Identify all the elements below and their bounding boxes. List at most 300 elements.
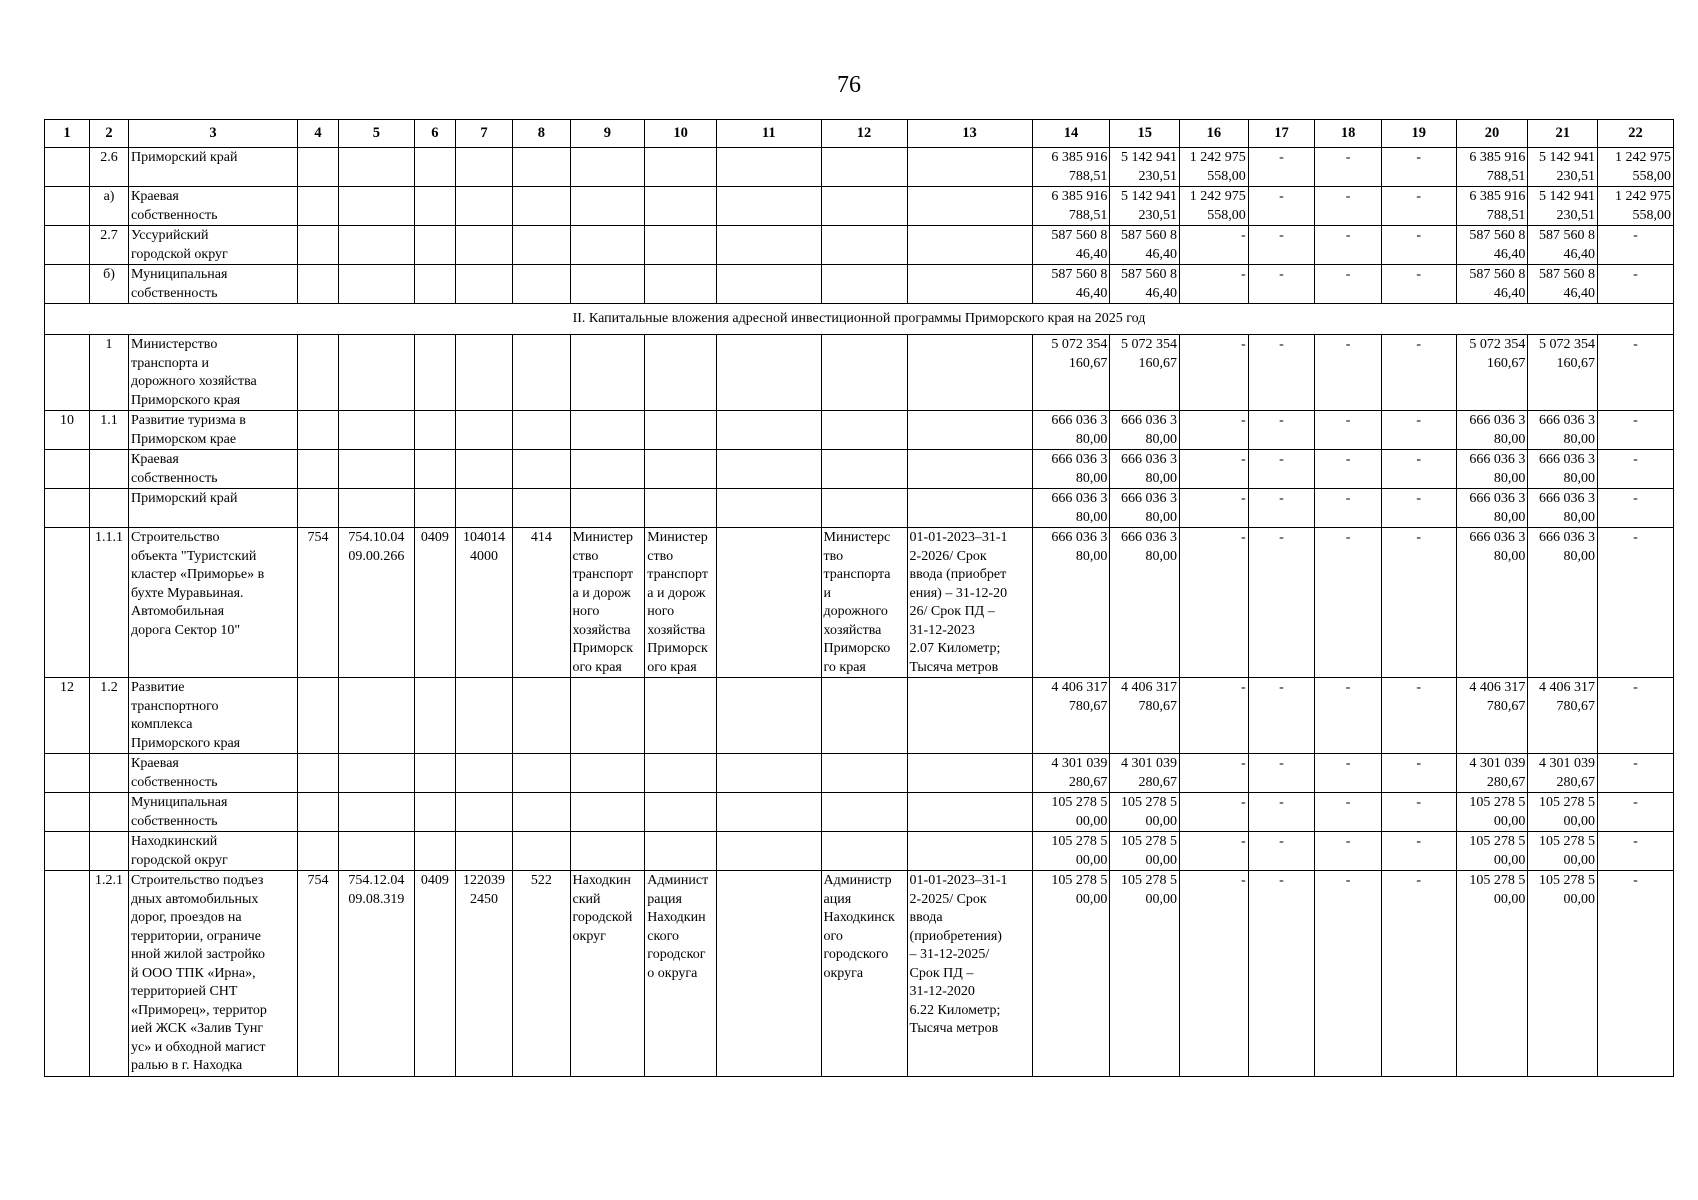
cell-col-15: 105 278 5 00,00 [1110,871,1180,1077]
cell-col-10 [645,148,717,187]
cell-col-8 [513,226,570,265]
cell-col-21: 666 036 3 80,00 [1528,411,1598,450]
header-cell-2: 2 [90,120,129,148]
cell-col-20: 4 406 317 780,67 [1456,678,1528,754]
cell-col-21: 105 278 5 00,00 [1528,793,1598,832]
cell-col-12 [821,187,907,226]
cell-col-15: 105 278 5 00,00 [1110,832,1180,871]
cell-col-5 [339,411,415,450]
header-cell-7: 7 [455,120,512,148]
cell-col-9 [570,265,645,304]
cell-col-4 [298,754,339,793]
cell-col-11 [717,793,822,832]
cell-col-20: 6 385 916 788,51 [1456,148,1528,187]
header-cell-18: 18 [1315,120,1382,148]
cell-col-1 [45,148,90,187]
table-row [45,148,1674,187]
cell-col-4 [298,793,339,832]
cell-col-19: - [1381,148,1456,187]
cell-col-21: 666 036 3 80,00 [1528,489,1598,528]
cell-col-5 [339,678,415,754]
cell-col-10 [645,411,717,450]
cell-col-21: 105 278 5 00,00 [1528,832,1598,871]
cell-col-21: 5 072 354 160,67 [1528,335,1598,411]
cell-col-4: 754 [298,528,339,678]
cell-col-18: - [1315,793,1382,832]
cell-col-16: - [1180,793,1249,832]
cell-col-19: - [1381,832,1456,871]
cell-col-21: 5 142 941 230,51 [1528,148,1598,187]
cell-col-16: - [1180,489,1249,528]
header-cell-11: 11 [717,120,822,148]
cell-col-19: - [1381,528,1456,678]
cell-col-14: 666 036 3 80,00 [1032,489,1110,528]
cell-col-18: - [1315,489,1382,528]
cell-col-3: Строительство подъез дных автомобильных дорог, проездов на территории, ограниче нной жилой застройко й ООО ТПК «Ирна», территорией СНТ «Приморец», территор ией ЖСК «Залив Тунг ус» и обходной магист ралью в г. Находка [129,871,298,1077]
cell-col-12 [821,678,907,754]
cell-col-15: 587 560 8 46,40 [1110,265,1180,304]
cell-col-19: - [1381,489,1456,528]
cell-col-17: - [1248,489,1315,528]
cell-col-8 [513,265,570,304]
cell-col-15: 105 278 5 00,00 [1110,793,1180,832]
cell-col-9 [570,832,645,871]
cell-col-4 [298,335,339,411]
cell-col-22: 1 242 975 558,00 [1598,148,1674,187]
cell-col-6 [414,832,455,871]
cell-col-11 [717,411,822,450]
cell-col-16: - [1180,528,1249,678]
cell-col-18: - [1315,754,1382,793]
cell-col-19: - [1381,450,1456,489]
cell-col-18: - [1315,450,1382,489]
cell-col-2: 1.2 [90,678,129,754]
cell-col-22: - [1598,871,1674,1077]
cell-col-3: Уссурийский городской округ [129,226,298,265]
cell-col-14: 4 301 039 280,67 [1032,754,1110,793]
cell-col-2: 2.7 [90,226,129,265]
cell-col-8 [513,832,570,871]
cell-col-22: - [1598,528,1674,678]
table-row [45,832,1674,871]
cell-col-6 [414,148,455,187]
cell-col-18: - [1315,265,1382,304]
cell-col-10 [645,678,717,754]
cell-col-15: 5 142 941 230,51 [1110,148,1180,187]
cell-col-12 [821,226,907,265]
cell-col-22: - [1598,450,1674,489]
header-row [45,120,1674,148]
cell-col-22: - [1598,489,1674,528]
cell-col-12 [821,335,907,411]
cell-col-14: 666 036 3 80,00 [1032,411,1110,450]
cell-col-21: 4 406 317 780,67 [1528,678,1598,754]
cell-col-22: - [1598,793,1674,832]
cell-col-6: 0409 [414,528,455,678]
header-cell-14: 14 [1032,120,1110,148]
table-row [45,335,1674,411]
cell-col-9: Находкин ский городской округ [570,871,645,1077]
table-body-part1 [45,148,1674,304]
cell-col-14: 105 278 5 00,00 [1032,793,1110,832]
cell-col-11 [717,832,822,871]
cell-col-6 [414,335,455,411]
cell-col-5 [339,187,415,226]
cell-col-20: 105 278 5 00,00 [1456,871,1528,1077]
header-cell-19: 19 [1381,120,1456,148]
section-row-group [45,304,1674,335]
header-cell-6: 6 [414,120,455,148]
cell-col-16: - [1180,832,1249,871]
cell-col-7 [455,678,512,754]
cell-col-7 [455,793,512,832]
cell-col-1 [45,754,90,793]
cell-col-14: 6 385 916 788,51 [1032,148,1110,187]
cell-col-14: 105 278 5 00,00 [1032,832,1110,871]
cell-col-20: 105 278 5 00,00 [1456,793,1528,832]
cell-col-10 [645,832,717,871]
cell-col-15: 666 036 3 80,00 [1110,528,1180,678]
cell-col-13: 01-01-2023–31-1 2-2026/ Срок ввода (приобрет ения) – 31-12-20 26/ Срок ПД – 31-12-2023 2.07 Километр; Тысяча метров [907,528,1032,678]
cell-col-12 [821,832,907,871]
cell-col-12 [821,793,907,832]
header-cell-5: 5 [339,120,415,148]
cell-col-5: 754.10.04 09.00.266 [339,528,415,678]
cell-col-5 [339,832,415,871]
table-row [45,678,1674,754]
cell-col-21: 5 142 941 230,51 [1528,187,1598,226]
cell-col-17: - [1248,754,1315,793]
cell-col-7 [455,265,512,304]
header-cell-8: 8 [513,120,570,148]
cell-col-10 [645,793,717,832]
cell-col-16: - [1180,335,1249,411]
cell-col-15: 4 301 039 280,67 [1110,754,1180,793]
cell-col-4 [298,678,339,754]
cell-col-3: Приморский край [129,148,298,187]
cell-col-4 [298,832,339,871]
cell-col-11 [717,450,822,489]
cell-col-5 [339,226,415,265]
cell-col-6 [414,678,455,754]
cell-col-16: 1 242 975 558,00 [1180,148,1249,187]
cell-col-1: 10 [45,411,90,450]
cell-col-15: 5 072 354 160,67 [1110,335,1180,411]
cell-col-13 [907,832,1032,871]
cell-col-10 [645,187,717,226]
cell-col-5 [339,148,415,187]
cell-col-8 [513,793,570,832]
cell-col-10 [645,226,717,265]
cell-col-15: 4 406 317 780,67 [1110,678,1180,754]
cell-col-6 [414,226,455,265]
table-row [45,450,1674,489]
cell-col-9 [570,187,645,226]
cell-col-13 [907,265,1032,304]
cell-col-20: 6 385 916 788,51 [1456,187,1528,226]
cell-col-11 [717,226,822,265]
cell-col-10 [645,265,717,304]
cell-col-6 [414,450,455,489]
cell-col-9 [570,335,645,411]
cell-col-17: - [1248,528,1315,678]
cell-col-8 [513,678,570,754]
cell-col-10: Админист рация Находкин ского городског о округа [645,871,717,1077]
cell-col-9 [570,754,645,793]
cell-col-9 [570,489,645,528]
cell-col-18: - [1315,335,1382,411]
cell-col-9 [570,226,645,265]
table-body-top [45,120,1674,148]
cell-col-14: 6 385 916 788,51 [1032,187,1110,226]
cell-col-12 [821,489,907,528]
cell-col-14: 587 560 8 46,40 [1032,265,1110,304]
cell-col-17: - [1248,450,1315,489]
cell-col-22: - [1598,265,1674,304]
cell-col-10 [645,335,717,411]
cell-col-1 [45,187,90,226]
cell-col-3: Краевая собственность [129,754,298,793]
cell-col-6 [414,411,455,450]
cell-col-1 [45,226,90,265]
cell-col-6: 0409 [414,871,455,1077]
cell-col-19: - [1381,411,1456,450]
cell-col-7 [455,450,512,489]
header-cell-15: 15 [1110,120,1180,148]
cell-col-19: - [1381,187,1456,226]
cell-col-4: 754 [298,871,339,1077]
table-row [45,871,1674,1077]
cell-col-18: - [1315,411,1382,450]
cell-col-19: - [1381,265,1456,304]
cell-col-16: - [1180,450,1249,489]
cell-col-8 [513,148,570,187]
cell-col-17: - [1248,335,1315,411]
cell-col-3: Находкинский городской округ [129,832,298,871]
cell-col-4 [298,226,339,265]
cell-col-10 [645,450,717,489]
cell-col-8 [513,335,570,411]
cell-col-2 [90,832,129,871]
cell-col-18: - [1315,871,1382,1077]
cell-col-12 [821,148,907,187]
cell-col-13 [907,226,1032,265]
cell-col-13: 01-01-2023–31-1 2-2025/ Срок ввода (приобретения) – 31-12-2025/ Срок ПД – 31-12-2020 6.22 Километр; Тысяча метров [907,871,1032,1077]
table-body-part2 [45,335,1674,1077]
cell-col-13 [907,411,1032,450]
cell-col-10 [645,754,717,793]
cell-col-4 [298,265,339,304]
cell-col-12 [821,265,907,304]
cell-col-2 [90,489,129,528]
cell-col-3: Приморский край [129,489,298,528]
table-row [45,226,1674,265]
cell-col-8 [513,187,570,226]
cell-col-13 [907,678,1032,754]
cell-col-13 [907,793,1032,832]
cell-col-20: 5 072 354 160,67 [1456,335,1528,411]
cell-col-6 [414,489,455,528]
cell-col-8: 414 [513,528,570,678]
cell-col-1 [45,489,90,528]
cell-col-17: - [1248,148,1315,187]
cell-col-22: - [1598,678,1674,754]
cell-col-2: 1.1.1 [90,528,129,678]
cell-col-17: - [1248,265,1315,304]
cell-col-1 [45,871,90,1077]
cell-col-1 [45,528,90,678]
table-row [45,489,1674,528]
cell-col-7: 122039 2450 [455,871,512,1077]
cell-col-12 [821,754,907,793]
cell-col-11 [717,871,822,1077]
cell-col-14: 587 560 8 46,40 [1032,226,1110,265]
cell-col-3: Развитие транспортного комплекса Приморского края [129,678,298,754]
cell-col-14: 4 406 317 780,67 [1032,678,1110,754]
cell-col-5 [339,489,415,528]
page-number: 76 [837,72,861,98]
cell-col-9 [570,148,645,187]
cell-col-20: 666 036 3 80,00 [1456,528,1528,678]
cell-col-2: 1.1 [90,411,129,450]
cell-col-19: - [1381,871,1456,1077]
cell-col-4 [298,489,339,528]
cell-col-1 [45,450,90,489]
cell-col-1 [45,832,90,871]
cell-col-21: 105 278 5 00,00 [1528,871,1598,1077]
cell-col-15: 666 036 3 80,00 [1110,489,1180,528]
cell-col-16: - [1180,754,1249,793]
cell-col-14: 105 278 5 00,00 [1032,871,1110,1077]
cell-col-7 [455,335,512,411]
cell-col-21: 666 036 3 80,00 [1528,528,1598,678]
cell-col-16: - [1180,411,1249,450]
table-row [45,265,1674,304]
cell-col-2 [90,793,129,832]
cell-col-22: - [1598,226,1674,265]
cell-col-3: Министерство транспорта и дорожного хозяйства Приморского края [129,335,298,411]
cell-col-12: Администр ация Находкинск ого городского округа [821,871,907,1077]
cell-col-5 [339,450,415,489]
cell-col-21: 666 036 3 80,00 [1528,450,1598,489]
cell-col-16: - [1180,226,1249,265]
cell-col-2 [90,450,129,489]
cell-col-11 [717,148,822,187]
cell-col-17: - [1248,793,1315,832]
cell-col-1 [45,793,90,832]
cell-col-17: - [1248,187,1315,226]
cell-col-11 [717,754,822,793]
cell-col-13 [907,148,1032,187]
cell-col-16: 1 242 975 558,00 [1180,187,1249,226]
cell-col-17: - [1248,678,1315,754]
cell-col-10: Министер ство транспорт а и дорож ного хозяйства Приморск ого края [645,528,717,678]
cell-col-2 [90,754,129,793]
cell-col-5 [339,754,415,793]
cell-col-7 [455,489,512,528]
cell-col-9: Министер ство транспорт а и дорож ного хозяйства Приморск ого края [570,528,645,678]
cell-col-21: 587 560 8 46,40 [1528,265,1598,304]
cell-col-19: - [1381,678,1456,754]
cell-col-7 [455,187,512,226]
cell-col-8 [513,754,570,793]
cell-col-22: - [1598,411,1674,450]
cell-col-13 [907,489,1032,528]
cell-col-8 [513,450,570,489]
cell-col-20: 105 278 5 00,00 [1456,832,1528,871]
cell-col-14: 5 072 354 160,67 [1032,335,1110,411]
cell-col-20: 587 560 8 46,40 [1456,226,1528,265]
cell-col-3: Муниципальная собственность [129,793,298,832]
header-cell-20: 20 [1456,120,1528,148]
cell-col-19: - [1381,793,1456,832]
cell-col-2: 1 [90,335,129,411]
cell-col-15: 587 560 8 46,40 [1110,226,1180,265]
cell-col-18: - [1315,148,1382,187]
cell-col-18: - [1315,226,1382,265]
cell-col-16: - [1180,678,1249,754]
cell-col-18: - [1315,187,1382,226]
cell-col-19: - [1381,335,1456,411]
cell-col-17: - [1248,832,1315,871]
cell-col-12: Министерс тво транспорта и дорожного хозяйства Приморско го края [821,528,907,678]
cell-col-4 [298,411,339,450]
cell-col-1: 12 [45,678,90,754]
cell-col-9 [570,450,645,489]
cell-col-9 [570,411,645,450]
cell-col-7: 104014 4000 [455,528,512,678]
header-cell-17: 17 [1248,120,1315,148]
cell-col-2: 2.6 [90,148,129,187]
cell-col-22: - [1598,832,1674,871]
cell-col-8: 522 [513,871,570,1077]
cell-col-19: - [1381,754,1456,793]
cell-col-17: - [1248,871,1315,1077]
cell-col-7 [455,226,512,265]
cell-col-11 [717,335,822,411]
cell-col-5 [339,793,415,832]
cell-col-1 [45,335,90,411]
cell-col-1 [45,265,90,304]
cell-col-10 [645,489,717,528]
cell-col-18: - [1315,678,1382,754]
header-cell-13: 13 [907,120,1032,148]
cell-col-18: - [1315,528,1382,678]
cell-col-15: 666 036 3 80,00 [1110,450,1180,489]
section-title: II. Капитальные вложения адресной инвестиционной программы Приморского края на 2025 год [45,304,1674,335]
cell-col-22: - [1598,335,1674,411]
cell-col-6 [414,793,455,832]
cell-col-11 [717,489,822,528]
cell-col-9 [570,793,645,832]
cell-col-21: 4 301 039 280,67 [1528,754,1598,793]
header-cell-9: 9 [570,120,645,148]
table-row [45,411,1674,450]
table-row [45,793,1674,832]
cell-col-21: 587 560 8 46,40 [1528,226,1598,265]
cell-col-6 [414,754,455,793]
table-row [45,754,1674,793]
cell-col-7 [455,754,512,793]
cell-col-3: Краевая собственность [129,450,298,489]
cell-col-3: Краевая собственность [129,187,298,226]
header-cell-16: 16 [1180,120,1249,148]
investment-table [44,119,1674,1077]
cell-col-2: б) [90,265,129,304]
cell-col-4 [298,450,339,489]
cell-col-3: Развитие туризма в Приморском крае [129,411,298,450]
cell-col-4 [298,148,339,187]
